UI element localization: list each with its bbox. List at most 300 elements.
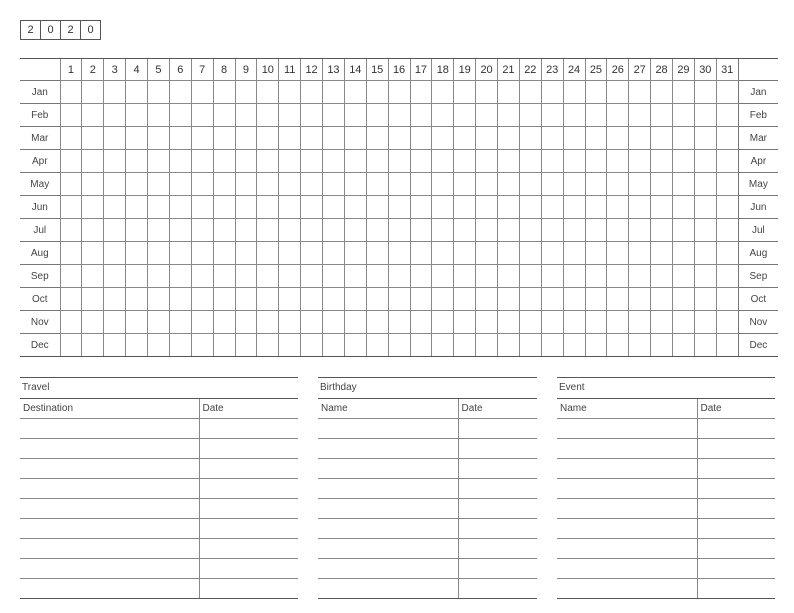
day-cell[interactable] (191, 196, 213, 219)
day-cell[interactable] (257, 173, 279, 196)
day-cell[interactable] (148, 173, 170, 196)
day-cell[interactable] (673, 311, 695, 334)
day-cell[interactable] (235, 104, 257, 127)
day-cell[interactable] (607, 127, 629, 150)
entry-cell[interactable] (318, 539, 458, 559)
date-cell[interactable] (697, 419, 775, 439)
day-cell[interactable] (344, 288, 366, 311)
day-cell[interactable] (716, 81, 738, 104)
day-cell[interactable] (344, 127, 366, 150)
day-cell[interactable] (694, 127, 716, 150)
date-cell[interactable] (458, 419, 537, 439)
day-cell[interactable] (301, 265, 323, 288)
day-cell[interactable] (301, 173, 323, 196)
entry-cell[interactable] (557, 539, 697, 559)
day-cell[interactable] (301, 219, 323, 242)
day-cell[interactable] (191, 104, 213, 127)
day-cell[interactable] (629, 81, 651, 104)
day-cell[interactable] (476, 265, 498, 288)
day-cell[interactable] (585, 127, 607, 150)
date-cell[interactable] (458, 559, 537, 579)
day-cell[interactable] (410, 104, 432, 127)
day-cell[interactable] (585, 150, 607, 173)
day-cell[interactable] (366, 104, 388, 127)
day-cell[interactable] (410, 219, 432, 242)
day-cell[interactable] (607, 288, 629, 311)
day-cell[interactable] (498, 81, 520, 104)
day-cell[interactable] (323, 242, 345, 265)
day-cell[interactable] (716, 127, 738, 150)
day-cell[interactable] (257, 127, 279, 150)
day-cell[interactable] (104, 104, 126, 127)
day-cell[interactable] (191, 127, 213, 150)
day-cell[interactable] (476, 288, 498, 311)
date-cell[interactable] (199, 479, 298, 499)
day-cell[interactable] (82, 173, 104, 196)
day-cell[interactable] (432, 288, 454, 311)
day-cell[interactable] (410, 127, 432, 150)
day-cell[interactable] (366, 127, 388, 150)
day-cell[interactable] (148, 242, 170, 265)
day-cell[interactable] (60, 127, 82, 150)
day-cell[interactable] (191, 219, 213, 242)
day-cell[interactable] (191, 173, 213, 196)
day-cell[interactable] (279, 334, 301, 357)
day-cell[interactable] (148, 127, 170, 150)
day-cell[interactable] (432, 150, 454, 173)
day-cell[interactable] (323, 311, 345, 334)
day-cell[interactable] (191, 150, 213, 173)
day-cell[interactable] (454, 242, 476, 265)
day-cell[interactable] (673, 219, 695, 242)
day-cell[interactable] (344, 81, 366, 104)
day-cell[interactable] (476, 173, 498, 196)
day-cell[interactable] (563, 104, 585, 127)
day-cell[interactable] (541, 288, 563, 311)
day-cell[interactable] (716, 242, 738, 265)
day-cell[interactable] (498, 219, 520, 242)
entry-cell[interactable] (20, 499, 199, 519)
day-cell[interactable] (301, 104, 323, 127)
day-cell[interactable] (651, 173, 673, 196)
day-cell[interactable] (126, 288, 148, 311)
date-cell[interactable] (458, 459, 537, 479)
day-cell[interactable] (541, 196, 563, 219)
day-cell[interactable] (148, 334, 170, 357)
day-cell[interactable] (191, 242, 213, 265)
day-cell[interactable] (410, 311, 432, 334)
day-cell[interactable] (410, 242, 432, 265)
day-cell[interactable] (235, 81, 257, 104)
day-cell[interactable] (498, 288, 520, 311)
day-cell[interactable] (82, 127, 104, 150)
day-cell[interactable] (716, 173, 738, 196)
day-cell[interactable] (563, 334, 585, 357)
day-cell[interactable] (257, 219, 279, 242)
day-cell[interactable] (388, 242, 410, 265)
day-cell[interactable] (541, 242, 563, 265)
day-cell[interactable] (323, 265, 345, 288)
day-cell[interactable] (366, 265, 388, 288)
day-cell[interactable] (104, 81, 126, 104)
day-cell[interactable] (629, 104, 651, 127)
day-cell[interactable] (344, 104, 366, 127)
date-cell[interactable] (697, 519, 775, 539)
entry-cell[interactable] (318, 459, 458, 479)
day-cell[interactable] (716, 150, 738, 173)
day-cell[interactable] (629, 242, 651, 265)
day-cell[interactable] (388, 81, 410, 104)
day-cell[interactable] (301, 288, 323, 311)
day-cell[interactable] (104, 127, 126, 150)
day-cell[interactable] (148, 288, 170, 311)
entry-cell[interactable] (20, 519, 199, 539)
day-cell[interactable] (673, 81, 695, 104)
day-cell[interactable] (673, 104, 695, 127)
day-cell[interactable] (519, 242, 541, 265)
day-cell[interactable] (519, 219, 541, 242)
day-cell[interactable] (169, 311, 191, 334)
day-cell[interactable] (169, 219, 191, 242)
date-cell[interactable] (199, 419, 298, 439)
day-cell[interactable] (432, 81, 454, 104)
entry-cell[interactable] (20, 459, 199, 479)
date-cell[interactable] (458, 499, 537, 519)
day-cell[interactable] (541, 265, 563, 288)
day-cell[interactable] (607, 150, 629, 173)
day-cell[interactable] (366, 242, 388, 265)
day-cell[interactable] (519, 81, 541, 104)
entry-cell[interactable] (20, 439, 199, 459)
day-cell[interactable] (585, 219, 607, 242)
date-cell[interactable] (697, 459, 775, 479)
day-cell[interactable] (279, 288, 301, 311)
day-cell[interactable] (82, 311, 104, 334)
day-cell[interactable] (432, 173, 454, 196)
day-cell[interactable] (629, 127, 651, 150)
day-cell[interactable] (257, 265, 279, 288)
day-cell[interactable] (169, 334, 191, 357)
day-cell[interactable] (519, 196, 541, 219)
day-cell[interactable] (213, 127, 235, 150)
date-cell[interactable] (458, 539, 537, 559)
day-cell[interactable] (366, 288, 388, 311)
day-cell[interactable] (191, 311, 213, 334)
day-cell[interactable] (323, 219, 345, 242)
day-cell[interactable] (651, 81, 673, 104)
day-cell[interactable] (694, 173, 716, 196)
day-cell[interactable] (323, 173, 345, 196)
day-cell[interactable] (126, 334, 148, 357)
day-cell[interactable] (519, 265, 541, 288)
day-cell[interactable] (651, 150, 673, 173)
day-cell[interactable] (366, 81, 388, 104)
day-cell[interactable] (323, 334, 345, 357)
day-cell[interactable] (60, 242, 82, 265)
day-cell[interactable] (454, 334, 476, 357)
day-cell[interactable] (366, 173, 388, 196)
day-cell[interactable] (673, 150, 695, 173)
day-cell[interactable] (279, 81, 301, 104)
day-cell[interactable] (235, 173, 257, 196)
day-cell[interactable] (235, 242, 257, 265)
day-cell[interactable] (126, 265, 148, 288)
day-cell[interactable] (388, 334, 410, 357)
day-cell[interactable] (541, 219, 563, 242)
day-cell[interactable] (126, 104, 148, 127)
day-cell[interactable] (498, 265, 520, 288)
day-cell[interactable] (454, 196, 476, 219)
day-cell[interactable] (60, 288, 82, 311)
day-cell[interactable] (213, 288, 235, 311)
day-cell[interactable] (169, 127, 191, 150)
day-cell[interactable] (607, 104, 629, 127)
day-cell[interactable] (104, 196, 126, 219)
entry-cell[interactable] (318, 419, 458, 439)
day-cell[interactable] (301, 127, 323, 150)
day-cell[interactable] (454, 311, 476, 334)
day-cell[interactable] (388, 150, 410, 173)
day-cell[interactable] (694, 265, 716, 288)
day-cell[interactable] (607, 81, 629, 104)
day-cell[interactable] (476, 196, 498, 219)
day-cell[interactable] (191, 288, 213, 311)
day-cell[interactable] (104, 311, 126, 334)
day-cell[interactable] (257, 150, 279, 173)
day-cell[interactable] (476, 242, 498, 265)
date-cell[interactable] (199, 539, 298, 559)
day-cell[interactable] (673, 196, 695, 219)
day-cell[interactable] (432, 196, 454, 219)
day-cell[interactable] (519, 127, 541, 150)
day-cell[interactable] (388, 127, 410, 150)
date-cell[interactable] (458, 479, 537, 499)
day-cell[interactable] (344, 265, 366, 288)
day-cell[interactable] (563, 81, 585, 104)
day-cell[interactable] (82, 265, 104, 288)
day-cell[interactable] (213, 173, 235, 196)
day-cell[interactable] (191, 334, 213, 357)
day-cell[interactable] (82, 150, 104, 173)
day-cell[interactable] (541, 334, 563, 357)
day-cell[interactable] (541, 150, 563, 173)
day-cell[interactable] (235, 265, 257, 288)
day-cell[interactable] (279, 104, 301, 127)
date-cell[interactable] (458, 519, 537, 539)
day-cell[interactable] (235, 150, 257, 173)
day-cell[interactable] (629, 288, 651, 311)
day-cell[interactable] (344, 242, 366, 265)
entry-cell[interactable] (318, 439, 458, 459)
day-cell[interactable] (541, 311, 563, 334)
day-cell[interactable] (213, 219, 235, 242)
day-cell[interactable] (344, 219, 366, 242)
day-cell[interactable] (519, 311, 541, 334)
entry-cell[interactable] (20, 419, 199, 439)
day-cell[interactable] (629, 173, 651, 196)
day-cell[interactable] (126, 127, 148, 150)
entry-cell[interactable] (557, 439, 697, 459)
day-cell[interactable] (82, 334, 104, 357)
day-cell[interactable] (498, 242, 520, 265)
day-cell[interactable] (279, 127, 301, 150)
day-cell[interactable] (519, 150, 541, 173)
day-cell[interactable] (126, 81, 148, 104)
day-cell[interactable] (104, 265, 126, 288)
day-cell[interactable] (651, 219, 673, 242)
day-cell[interactable] (366, 311, 388, 334)
day-cell[interactable] (60, 150, 82, 173)
day-cell[interactable] (323, 196, 345, 219)
day-cell[interactable] (607, 196, 629, 219)
day-cell[interactable] (191, 81, 213, 104)
day-cell[interactable] (498, 150, 520, 173)
day-cell[interactable] (60, 219, 82, 242)
day-cell[interactable] (169, 265, 191, 288)
day-cell[interactable] (366, 334, 388, 357)
day-cell[interactable] (60, 196, 82, 219)
day-cell[interactable] (257, 81, 279, 104)
day-cell[interactable] (279, 311, 301, 334)
entry-cell[interactable] (318, 579, 458, 599)
day-cell[interactable] (388, 173, 410, 196)
day-cell[interactable] (279, 196, 301, 219)
day-cell[interactable] (541, 81, 563, 104)
entry-cell[interactable] (557, 479, 697, 499)
day-cell[interactable] (673, 265, 695, 288)
entry-cell[interactable] (20, 579, 199, 599)
day-cell[interactable] (213, 311, 235, 334)
day-cell[interactable] (629, 265, 651, 288)
day-cell[interactable] (563, 196, 585, 219)
day-cell[interactable] (476, 219, 498, 242)
day-cell[interactable] (323, 81, 345, 104)
day-cell[interactable] (104, 288, 126, 311)
day-cell[interactable] (148, 150, 170, 173)
day-cell[interactable] (673, 127, 695, 150)
date-cell[interactable] (199, 439, 298, 459)
date-cell[interactable] (199, 559, 298, 579)
date-cell[interactable] (199, 459, 298, 479)
day-cell[interactable] (301, 196, 323, 219)
entry-cell[interactable] (557, 579, 697, 599)
entry-cell[interactable] (20, 539, 199, 559)
day-cell[interactable] (432, 265, 454, 288)
day-cell[interactable] (235, 196, 257, 219)
day-cell[interactable] (169, 150, 191, 173)
day-cell[interactable] (235, 127, 257, 150)
day-cell[interactable] (694, 81, 716, 104)
entry-cell[interactable] (20, 479, 199, 499)
day-cell[interactable] (169, 288, 191, 311)
day-cell[interactable] (82, 288, 104, 311)
day-cell[interactable] (607, 311, 629, 334)
date-cell[interactable] (199, 519, 298, 539)
day-cell[interactable] (279, 219, 301, 242)
day-cell[interactable] (673, 334, 695, 357)
day-cell[interactable] (257, 104, 279, 127)
date-cell[interactable] (697, 499, 775, 519)
day-cell[interactable] (651, 104, 673, 127)
day-cell[interactable] (498, 311, 520, 334)
day-cell[interactable] (410, 81, 432, 104)
entry-cell[interactable] (318, 499, 458, 519)
day-cell[interactable] (432, 334, 454, 357)
day-cell[interactable] (126, 150, 148, 173)
day-cell[interactable] (585, 242, 607, 265)
day-cell[interactable] (213, 334, 235, 357)
day-cell[interactable] (563, 265, 585, 288)
day-cell[interactable] (82, 81, 104, 104)
day-cell[interactable] (454, 173, 476, 196)
day-cell[interactable] (148, 104, 170, 127)
day-cell[interactable] (673, 288, 695, 311)
day-cell[interactable] (169, 81, 191, 104)
entry-cell[interactable] (20, 559, 199, 579)
day-cell[interactable] (651, 242, 673, 265)
day-cell[interactable] (104, 242, 126, 265)
day-cell[interactable] (454, 265, 476, 288)
day-cell[interactable] (629, 219, 651, 242)
day-cell[interactable] (585, 288, 607, 311)
day-cell[interactable] (323, 127, 345, 150)
day-cell[interactable] (82, 196, 104, 219)
day-cell[interactable] (235, 219, 257, 242)
day-cell[interactable] (519, 173, 541, 196)
entry-cell[interactable] (557, 499, 697, 519)
day-cell[interactable] (410, 173, 432, 196)
day-cell[interactable] (585, 334, 607, 357)
day-cell[interactable] (344, 196, 366, 219)
day-cell[interactable] (148, 196, 170, 219)
day-cell[interactable] (716, 311, 738, 334)
day-cell[interactable] (279, 265, 301, 288)
day-cell[interactable] (432, 127, 454, 150)
day-cell[interactable] (651, 127, 673, 150)
day-cell[interactable] (498, 127, 520, 150)
day-cell[interactable] (476, 104, 498, 127)
day-cell[interactable] (235, 288, 257, 311)
day-cell[interactable] (388, 288, 410, 311)
day-cell[interactable] (301, 242, 323, 265)
entry-cell[interactable] (557, 519, 697, 539)
day-cell[interactable] (104, 334, 126, 357)
entry-cell[interactable] (557, 419, 697, 439)
day-cell[interactable] (541, 173, 563, 196)
day-cell[interactable] (235, 334, 257, 357)
day-cell[interactable] (716, 265, 738, 288)
date-cell[interactable] (697, 479, 775, 499)
day-cell[interactable] (366, 150, 388, 173)
day-cell[interactable] (694, 150, 716, 173)
day-cell[interactable] (519, 334, 541, 357)
day-cell[interactable] (585, 265, 607, 288)
day-cell[interactable] (716, 196, 738, 219)
day-cell[interactable] (60, 311, 82, 334)
day-cell[interactable] (694, 334, 716, 357)
day-cell[interactable] (126, 219, 148, 242)
day-cell[interactable] (563, 173, 585, 196)
day-cell[interactable] (476, 81, 498, 104)
entry-cell[interactable] (318, 479, 458, 499)
day-cell[interactable] (257, 288, 279, 311)
day-cell[interactable] (454, 104, 476, 127)
day-cell[interactable] (213, 196, 235, 219)
day-cell[interactable] (301, 150, 323, 173)
day-cell[interactable] (563, 219, 585, 242)
date-cell[interactable] (199, 579, 298, 599)
day-cell[interactable] (148, 81, 170, 104)
